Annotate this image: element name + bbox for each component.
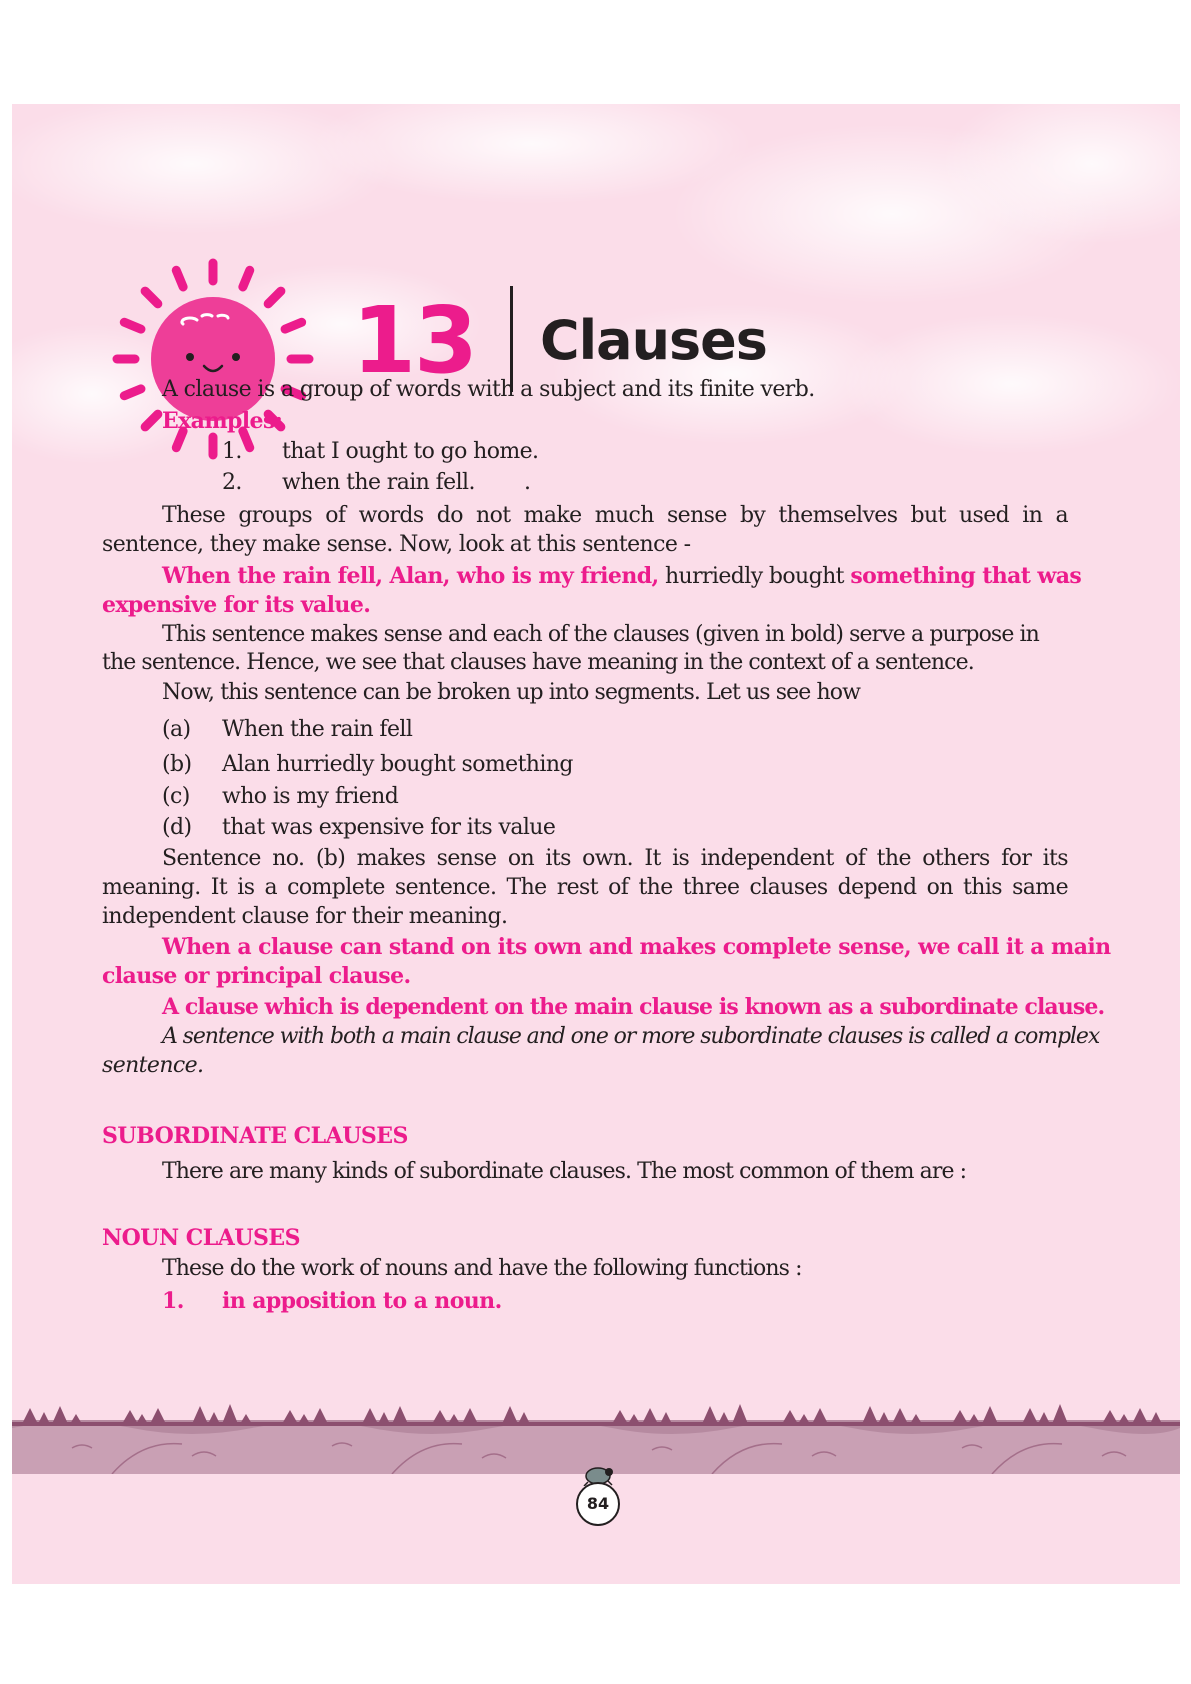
paragraph-line: independent clause for their meaning.	[102, 904, 508, 929]
example-number: 1.	[222, 439, 242, 464]
paragraph-line: This sentence makes sense and each of the clauses (given in bold) serve a purpose in	[162, 622, 1039, 647]
section-heading-noun: NOUN CLAUSES	[102, 1225, 301, 1251]
example-number: 2.	[222, 470, 242, 495]
paragraph-line: Now, this sentence can be broken up into segments. Let us see how	[162, 680, 860, 705]
chapter-number: 13	[352, 287, 477, 394]
paragraph-line: sentence, they make sense. Now, look at this sentence -	[102, 532, 691, 557]
rule-complex-sentence: A sentence with both a main clause and one or more subordinate clauses is called a complex	[162, 1024, 1100, 1049]
section-heading-subordinate: SUBORDINATE CLAUSES	[102, 1123, 408, 1149]
paragraph-line: meaning. It is a complete sentence. The rest of the three clauses depend on this same	[102, 875, 1068, 900]
highlight-clause: something that was	[850, 563, 1082, 589]
segment-label: (a)	[162, 717, 191, 742]
paragraph-line: the sentence. Hence, we see that clauses have meaning in the context of a sentence.	[102, 650, 974, 675]
highlight-clause: expensive for its value.	[102, 592, 371, 618]
paragraph-line: There are many kinds of subordinate clauses. The most common of them are :	[162, 1159, 967, 1184]
page-number: 84	[576, 1482, 620, 1526]
segment-text: When the rain fell	[222, 717, 413, 742]
segment-label: (d)	[162, 815, 192, 840]
highlight-clause: When the rain fell, Alan, who is my friend,	[162, 563, 659, 589]
example-text: that I ought to go home.	[282, 439, 539, 464]
segment-label: (b)	[162, 752, 192, 777]
example-text: when the rain fell.	[282, 470, 475, 495]
rule-complex-sentence: sentence.	[102, 1053, 204, 1078]
plain-text: hurriedly bought	[658, 564, 851, 589]
highlight-sentence-line	[162, 561, 1082, 592]
intro-text: A clause is a group of words with a subject and its finite verb.	[162, 377, 815, 402]
paragraph-line: These groups of words do not make much sense by themselves but used in a	[162, 503, 1068, 528]
segment-text: who is my friend	[222, 784, 399, 809]
list-item-text: in apposition to a noun.	[222, 1288, 502, 1314]
paragraph-line: Sentence no. (b) makes sense on its own. It is independent of the others for its	[162, 846, 1068, 871]
chapter-title: Clauses	[540, 309, 767, 372]
segment-text: that was expensive for its value	[222, 815, 556, 840]
paragraph-line: These do the work of nouns and have the following functions :	[162, 1256, 802, 1281]
stray-dot: .	[524, 470, 531, 495]
examples-label: Examples:	[162, 408, 283, 434]
segment-label: (c)	[162, 784, 190, 809]
list-number: 1.	[162, 1288, 184, 1314]
rule-subordinate-clause: A clause which is dependent on the main clause is known as a subordinate clause.	[162, 994, 1105, 1020]
rule-main-clause: clause or principal clause.	[102, 963, 411, 989]
rule-main-clause: When a clause can stand on its own and makes complete sense, we call it a main	[162, 934, 1111, 960]
segment-text: Alan hurriedly bought something	[222, 752, 573, 777]
